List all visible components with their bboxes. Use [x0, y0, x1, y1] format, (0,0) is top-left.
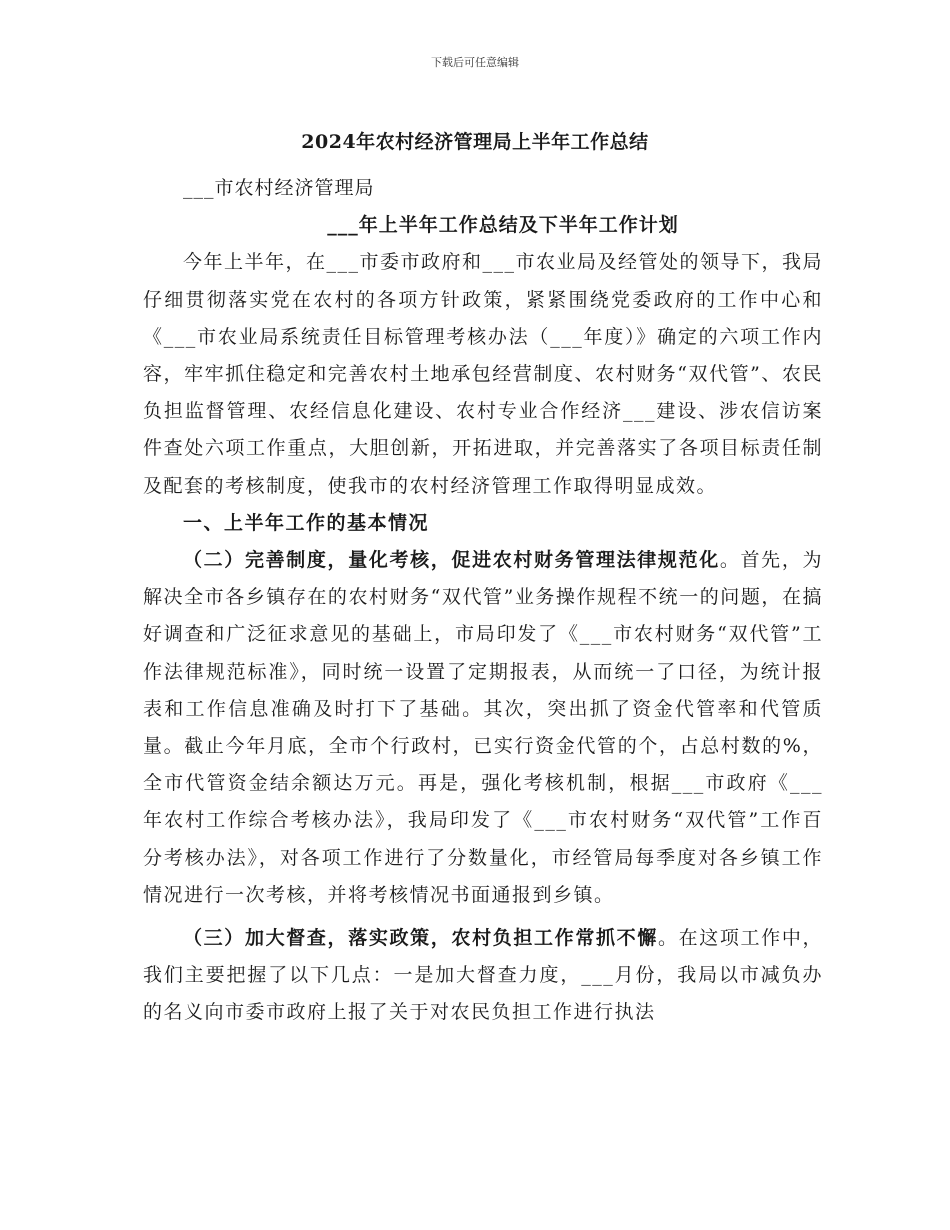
item-3-text: 。在这项工作中，我们主要把握了以下几点：一是加大督查力度，___月份，我局以市减负办的名义向市委市政府上报了关于对农民负担工作进行执法 [143, 927, 823, 1024]
item-2-text: 。首先，为解决全市各乡镇存在的农村财务“双代管”业务操作规程不统一的问题，在搞好调查和广泛征求意见的基础上，市局印发了《___市农村财务“双代管”工作法律规范标准》，同时统一设置了定期报表，从而统一了口径，为统计报表和工作信息准确及时打下了基础。其次，突出抓了资金代管率和代管质量。截止今年月底，全市个行政村，已实行资金代管的个，占总村数的%，全市代管资金结余额达万元。再是，强化考核机制，根据___市政府《___年农村工作综合考核办法》，我局印发了《___市农村财务“双代管”工作百分考核办法》，对各项工作进行了分数量化，市经管局每季度对各乡镇工作情况进行一次考核，并将考核情况书面通报到乡镇。 [143, 549, 823, 906]
paragraph-item-3 [143, 920, 823, 1032]
section-heading-1: 一、上半年工作的基本情况 [183, 511, 430, 534]
intro-paragraph: 今年上半年，在___市委市政府和___市农业局及经管处的领导下，我局仔细贯彻落实党在农村的各项方针政策，紧紧围绕党委政府的工作中心和《___市农业局系统责任目标管理考核办法（___年度）》确定的六项工作内容，牢牢抓住稳定和完善农村土地承包经营制度、农村财务“双代管”、农民负担监督管理、农经信息化建设、农村专业合作经济___建设、涉农信访案件查处六项工作重点，大胆创新，开拓进取，并完善落实了各项目标责任制及配套的考核制度，使我市的农村经济管理工作取得明显成效。 [143, 251, 824, 497]
subtitle: ___年上半年工作总结及下半年工作计划 [327, 214, 679, 237]
header-note: 下载后可任意编辑 [431, 56, 519, 69]
org-line: ___市农村经济管理局 [183, 177, 375, 199]
paragraph-item-2 [143, 542, 823, 914]
page-title: 2024年农村经济管理局上半年工作总结 [301, 131, 649, 153]
item-3-heading: （三）加大督查，落实政策，农村负担工作常抓不懈 [183, 927, 658, 950]
document-body [143, 170, 823, 1032]
item-2-heading: （二）完善制度，量化考核，促进农村财务管理法律规范化 [183, 549, 720, 572]
